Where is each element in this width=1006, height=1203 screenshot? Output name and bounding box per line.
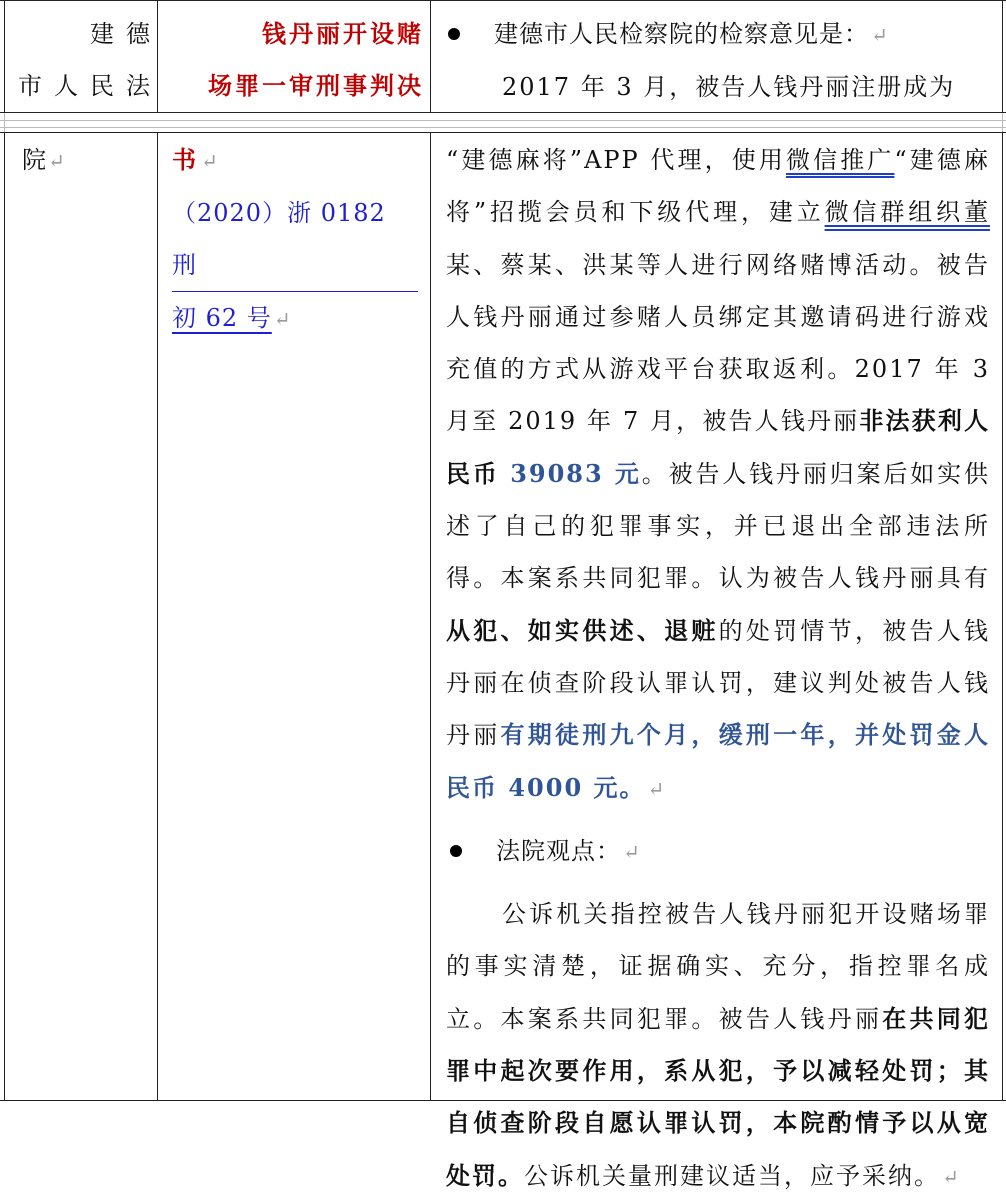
bullet-icon: [450, 845, 462, 857]
page-break-line-bottom: [0, 127, 1006, 128]
prosecution-heading: 建德市人民检察院的检察意见是： ↵: [444, 8, 994, 61]
case-number-link-line2-wrap: [172, 292, 422, 345]
illegal-gain-amount: 39083 元: [510, 458, 642, 488]
court-name-line2: 市人民法: [18, 72, 162, 100]
wechat-promotion-underline: 微信推广: [785, 146, 895, 174]
court-view-heading: 法院观点： ↵: [446, 825, 990, 878]
court-view-paragraph: 公诉机关指控被告人钱丹丽犯开设赌场罪的事实清楚，证据确实、充分，指控罪名成立。本案系共同犯罪。被告人钱丹丽在共同犯罪中起次要作用，系从犯，予以减轻处罚；其自侦查阶段自愿认罪认罚，本院酌情予以从宽处罚。公诉机关量刑建议适当，应予采纳。 ↵: [446, 900, 991, 1190]
sentencing-circumstances: 从犯、如实供述、退赃: [446, 615, 719, 645]
document-title-line1: 钱丹丽开设赌: [262, 19, 424, 48]
col1-divider-2: [157, 132, 158, 1101]
court-name-continuation: 院 ↵: [22, 146, 65, 174]
court-reasoning-bold: 在共同犯罪中起次要作用，系从犯，予以减轻处罚；其自侦查阶段自愿认罪认罚，本院酌情予以从宽处罚。: [446, 1003, 991, 1190]
prosecution-first-line: 2017 年 3 月，被告人钱丹丽注册成为: [502, 73, 956, 101]
prosecution-paragraph: “建德麻将”APP 代理，使用微信推广“建德麻将”招揽会员和下级代理，建立微信群组织董某、蔡某、洪某等人进行网络赌博活动。被告人钱丹丽通过参赌人员绑定其邀请码进行游戏充值的方式从游戏平台获取返利。2017 年 3 月至 2019 年 7 月，被告人钱丹丽非法获利人民币 39083 元。被告人钱丹丽归案后如实供述了自己的犯罪事实，并已退出全部违法所得。本案系共同犯罪。认为被告人钱丹丽具有从犯、如实供述、退赃的处罚情节，被告人钱丹丽在侦查阶段认罪认罚，建议判处被告人钱丹丽有期徒刑九个月，缓刑一年，并处罚金人民币 4000 元。 ↵: [446, 146, 991, 802]
paragraph-mark-icon: ↵: [273, 307, 291, 331]
opinion-body-cell: [446, 134, 990, 1203]
recommended-sentence: 有期徒刑九个月，缓刑一年，并处罚金人民币 4000 元。: [446, 720, 991, 802]
page-break-line-top: [0, 120, 1006, 121]
case-number-link-line2[interactable]: 初 62 号: [172, 304, 272, 332]
court-name-line1: 建德: [90, 20, 162, 48]
prosecution-opinion-cell: [444, 8, 994, 113]
bullet-icon: [448, 28, 460, 40]
case-info-cell: [172, 134, 422, 345]
paragraph-mark-icon: ↵: [871, 23, 888, 47]
table-left-border-2: [4, 132, 5, 1101]
paragraph-mark-icon: ↵: [647, 776, 667, 801]
paragraph-mark-icon: ↵: [623, 839, 640, 864]
row2-top-border: [0, 132, 1006, 133]
court-name-cell: [14, 8, 162, 112]
case-number-link-line1[interactable]: （2020）浙 0182 刑: [172, 187, 418, 292]
illegal-gain-label: 非法获利人民币: [446, 406, 991, 488]
col2-divider-2: [430, 132, 431, 1101]
title-continuation: 书 ↵: [172, 145, 218, 174]
paragraph-mark-icon: ↵: [201, 149, 218, 173]
gap-left-border: [4, 113, 5, 133]
table-right-border-2: [1002, 132, 1003, 1101]
document-title-line2: 场罪一审刑事判决: [208, 71, 424, 100]
gap-right-border: [1002, 113, 1003, 133]
paragraph-mark-icon: ↵: [48, 149, 65, 173]
document-title-cell: [166, 8, 424, 112]
table-top-border: [0, 0, 1006, 1]
table-left-border: [4, 0, 5, 113]
table-right-border: [1002, 0, 1003, 113]
col2-divider: [430, 0, 431, 113]
paragraph-mark-icon: ↵: [942, 1164, 961, 1189]
wechat-group-underline: 微信群组织董: [824, 198, 990, 227]
